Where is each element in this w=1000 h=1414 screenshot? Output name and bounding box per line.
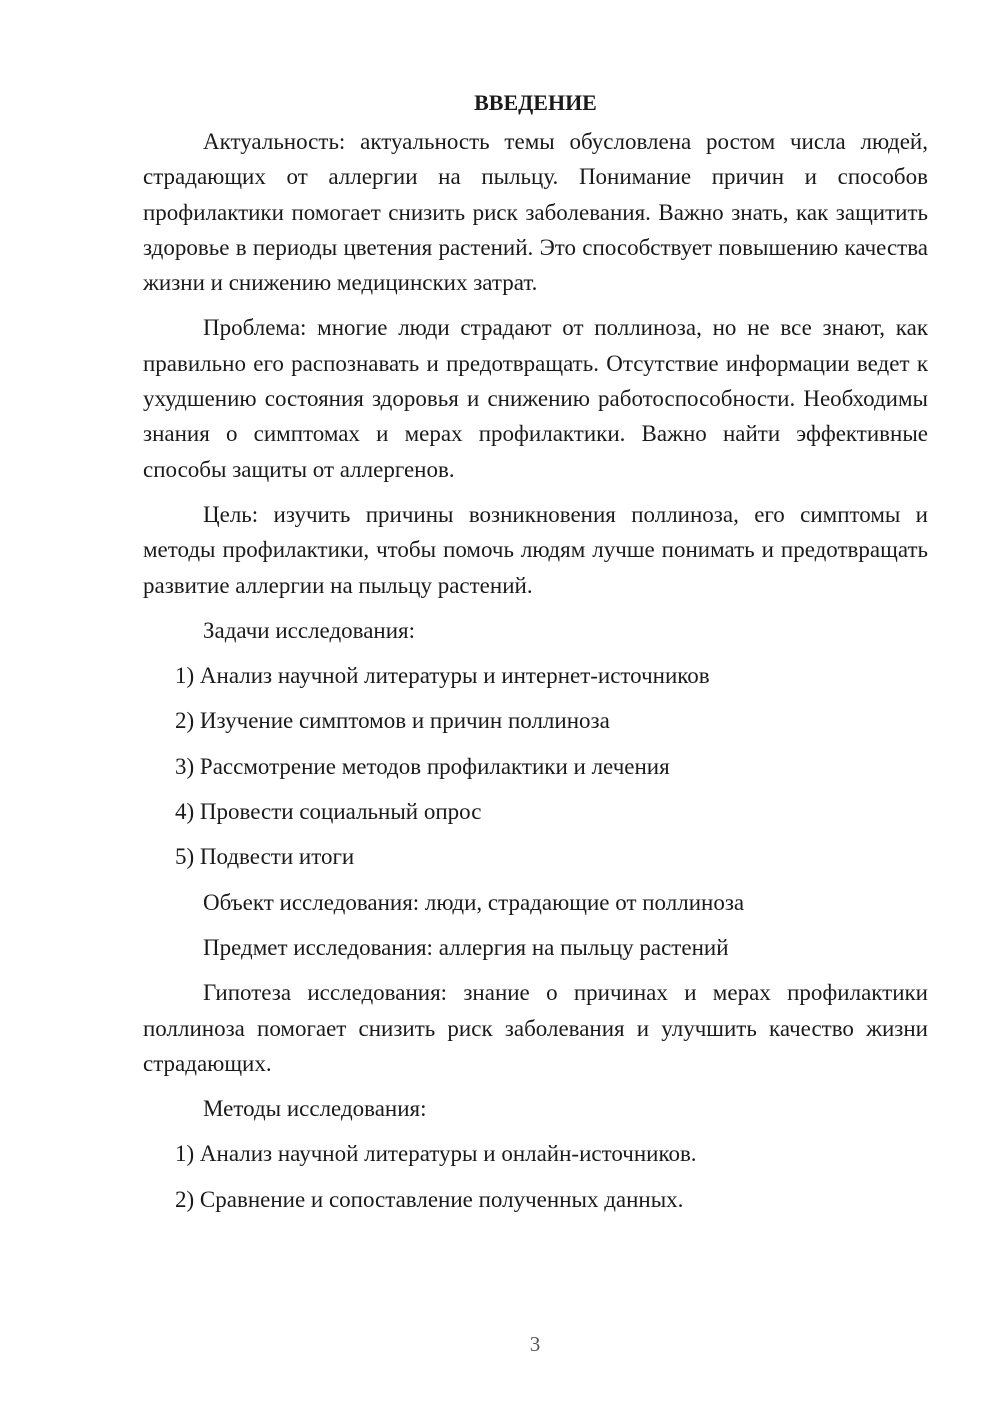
tasks-list — [143, 658, 928, 874]
goal-paragraph: Цель: изучить причины возникновения поллиноза, его симптомы и методы профилактики, чтобы помочь людям лучше понимать и предотвращать развитие аллергии на пыльцу растений. — [143, 501, 928, 598]
subject-paragraph: Предмет исследования: аллергия на пыльцу растений — [203, 934, 729, 960]
object-paragraph: Объект исследования: люди, страдающие от поллиноза — [203, 889, 745, 915]
list-item: 2) Изучение симптомов и причин поллиноза — [175, 708, 610, 734]
tasks-heading: Задачи исследования: — [203, 617, 416, 643]
list-item: 3) Рассмотрение методов профилактики и лечения — [175, 753, 670, 779]
list-item: 1) Анализ научной литературы и интернет-источников — [175, 663, 710, 689]
relevance-paragraph: Актуальность: актуальность темы обусловлена ростом числа людей, страдающих от аллергии на пыльцу. Понимание причин и способов профилактики помогает снизить риск заболевания. Важно знать, как защитить здоровье в периоды цветения растений. Это способствует повышению качества жизни и снижению медицинских затрат. — [143, 129, 928, 296]
hypothesis-paragraph: Гипотеза исследования: знание о причинах и мерах профилактики поллиноза помогает снизить риск заболевания и улучшить качество жизни страдающих. — [143, 980, 928, 1076]
list-item: 4) Провести социальный опрос — [175, 799, 482, 825]
methods-list — [143, 1136, 928, 1217]
page-number: 3 — [529, 1332, 541, 1356]
section-title: ВВЕДЕНИЕ — [474, 90, 597, 115]
methods-heading: Методы исследования: — [203, 1096, 427, 1122]
problem-paragraph: Проблема: многие люди страдают от поллиноза, но не все знают, как правильно его распознавать и предотвращать. Отсутствие информации ведет к ухудшению состояния здоровья и снижению работоспособности. Необходимы знания о симптомах и мерах профилактики. Важно найти эффективные способы защиты от аллергенов. — [143, 315, 928, 482]
document-page — [143, 88, 928, 1227]
list-item: 5) Подвести итоги — [175, 844, 355, 870]
list-item: 1) Анализ научной литературы и онлайн-источников. — [175, 1141, 697, 1167]
list-item: 2) Сравнение и сопоставление полученных данных. — [175, 1186, 684, 1212]
